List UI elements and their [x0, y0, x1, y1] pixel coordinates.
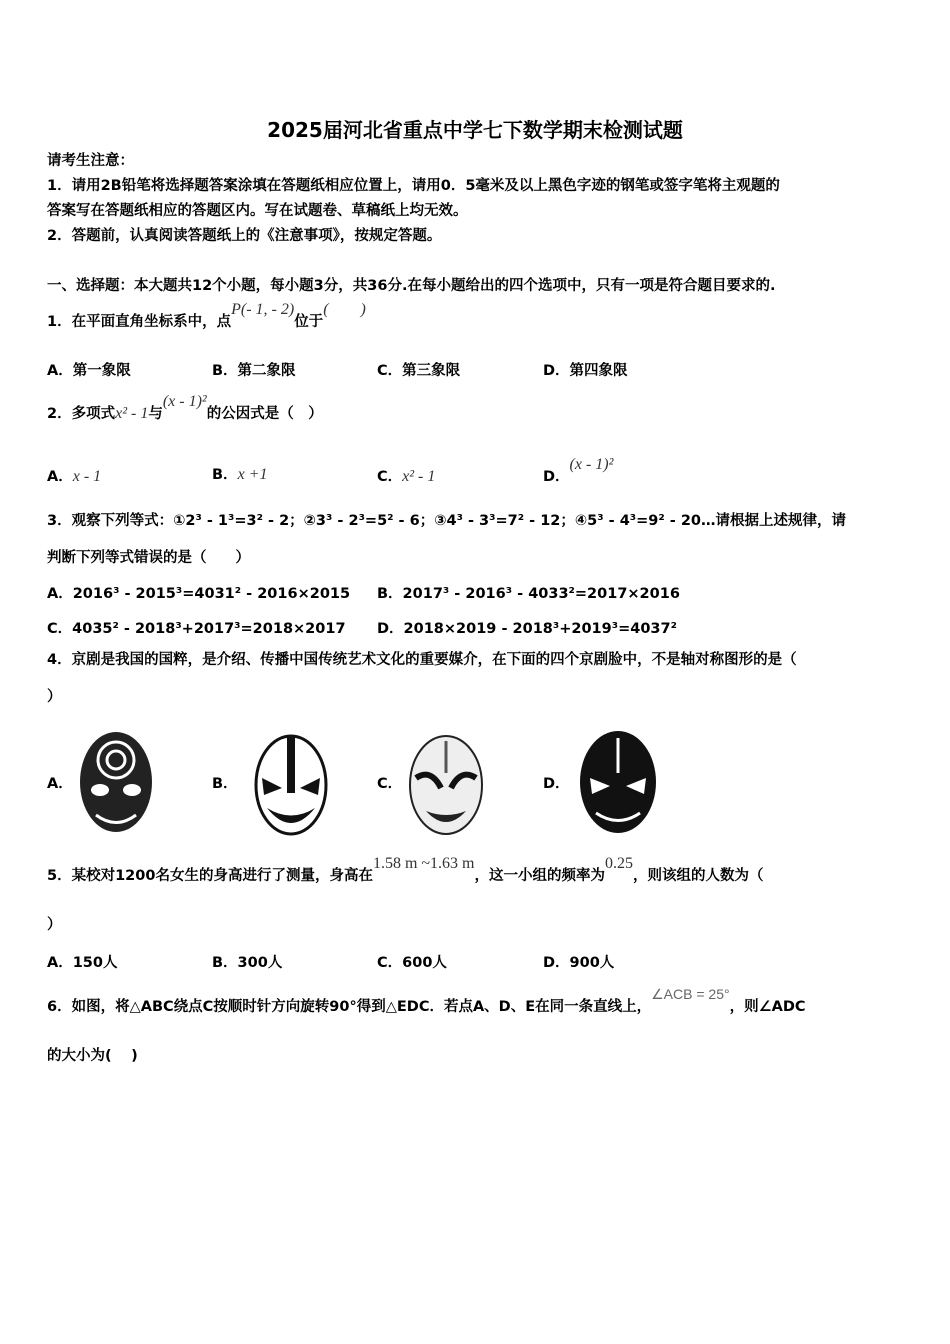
question-1	[47, 301, 366, 331]
option-math: (x - 1)²	[569, 456, 614, 473]
question-3-cont: 判断下列等式错误的是（ ）	[47, 550, 250, 566]
q6-text: 6．如图，将△ABC绕点C按顺时针方向旋转90°得到△EDC．若点A、D、E在同一条直线上，	[47, 999, 652, 1015]
q1-option-b[interactable]: B．第二象限	[212, 363, 296, 379]
question-2	[47, 393, 323, 423]
q1-option-c[interactable]: C．第三象限	[377, 363, 461, 379]
q5-option-a[interactable]: A．150人	[47, 955, 118, 971]
option-label: D．	[543, 469, 570, 485]
opera-mask-d-image	[576, 728, 660, 836]
opera-mask-c-image	[406, 733, 486, 837]
question-5-cont: ）	[47, 917, 62, 933]
q2-option-b[interactable]	[212, 463, 267, 484]
q1-text: 位于	[294, 314, 324, 330]
q5-option-c[interactable]: C．600人	[377, 955, 447, 971]
q5-text: ，这一小组的频率为	[474, 868, 605, 884]
q5-text: ，则该组的人数为（	[633, 868, 764, 884]
q2-text: 与	[148, 406, 163, 422]
opera-mask-b-image	[252, 733, 330, 837]
q1-option-d[interactable]: D．第四象限	[543, 363, 628, 379]
section-heading: 一、选择题：本大题共12个小题，每小题3分，共36分.在每小题给出的四个选项中，只有一项是符合题目要求的.	[47, 278, 776, 294]
q4-option-b[interactable]: B．	[212, 776, 238, 792]
q4-option-c[interactable]: C．	[377, 776, 403, 792]
q3-option-c[interactable]: C．4035² - 2018³+2017³=2018×2017	[47, 621, 346, 637]
q1-text: 1．在平面直角坐标系中，点	[47, 314, 232, 330]
q5-option-b[interactable]: B．300人	[212, 955, 283, 971]
opera-mask-a-image	[76, 730, 156, 838]
option-math: x - 1	[72, 468, 102, 485]
q3-option-b[interactable]: B．2017³ - 2016³ - 4033²=2017×2016	[377, 586, 680, 602]
q2-math: (x - 1)²	[162, 393, 207, 410]
question-3: 3．观察下列等式：①2³ - 1³=3² - 2；②3³ - 2³=5² - 6；③4³ - 3³=7² - 12；④5³ - 4³=9² - 20…请根据上述规律，请	[47, 513, 847, 529]
option-label: B．	[212, 467, 238, 483]
notice-heading: 请考生注意：	[47, 153, 134, 169]
option-math: x +1	[237, 466, 268, 483]
q4-option-d[interactable]: D．	[543, 776, 570, 792]
q2-option-a[interactable]	[47, 465, 101, 486]
q4-option-a[interactable]: A．	[47, 776, 73, 792]
q6-text: ，则∠ADC	[729, 999, 806, 1015]
q5-math: 1.58 m ~1.63 m	[372, 855, 475, 872]
option-label: A．	[47, 469, 73, 485]
page-title: 2025届河北省重点中学七下数学期末检测试题	[267, 118, 683, 142]
q5-math: 0.25	[605, 855, 633, 872]
q2-text: 2．多项式	[47, 406, 116, 422]
q2-math: x² - 1	[115, 405, 149, 422]
q3-option-d[interactable]: D．2018×2019 - 2018³+2019³=4037²	[377, 621, 677, 637]
q1-option-a[interactable]: A．第一象限	[47, 363, 131, 379]
question-6-cont: 的大小为( )	[47, 1048, 138, 1064]
notice-line: 1．请用2B铅笔将选择题答案涂填在答题纸相应位置上，请用0．5毫米及以上黑色字迹的钢笔或签字笔将主观题的	[47, 178, 780, 194]
option-label: C．	[377, 469, 403, 485]
option-math: x² - 1	[402, 468, 436, 485]
q1-paren: ( )	[323, 301, 366, 318]
question-4: 4．京剧是我国的国粹，是介绍、传播中国传统艺术文化的重要媒介，在下面的四个京剧脸中，不是轴对称图形的是（	[47, 652, 797, 668]
q5-option-d[interactable]: D．900人	[543, 955, 615, 971]
q2-text: 的公因式是（ ）	[206, 406, 323, 422]
q6-math: ∠ACB = 25°	[651, 986, 730, 1002]
q1-math: P(- 1, - 2)	[231, 301, 295, 318]
q2-option-c[interactable]	[377, 465, 435, 486]
q2-option-d[interactable]	[543, 456, 614, 486]
question-4-cont: ）	[47, 689, 62, 705]
question-5	[47, 855, 764, 885]
notice-line: 2．答题前，认真阅读答题纸上的《注意事项》，按规定答题。	[47, 228, 442, 244]
q5-text: 5．某校对1200名女生的身高进行了测量，身高在	[47, 868, 373, 884]
notice-line: 答案写在答题纸相应的答题区内。写在试题卷、草稿纸上均无效。	[47, 203, 468, 219]
question-6	[47, 986, 806, 1016]
q3-option-a[interactable]: A．2016³ - 2015³=4031² - 2016×2015	[47, 586, 351, 602]
